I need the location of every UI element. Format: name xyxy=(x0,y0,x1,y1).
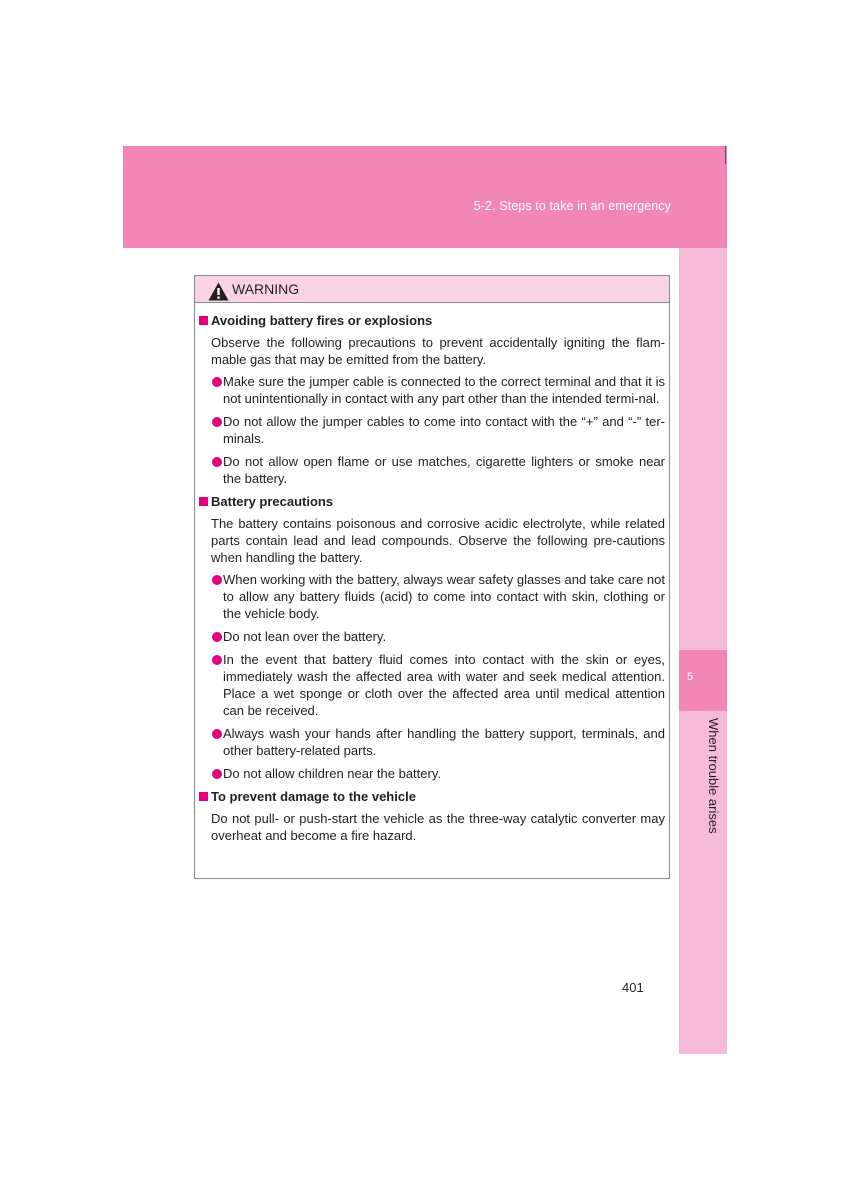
bullet-item xyxy=(223,628,665,645)
section-title: 5-2. Steps to take in an emergency xyxy=(473,199,671,213)
bullet-dot-icon xyxy=(212,377,222,387)
square-bullet-icon xyxy=(199,792,208,801)
bullet-item xyxy=(223,651,665,719)
section-heading xyxy=(199,312,665,329)
section-intro: Do not pull- or push-start the vehicle as the three-way catalytic converter may overheat and become a fire hazard. xyxy=(211,811,665,843)
warning-header xyxy=(195,276,669,303)
warning-title: WARNING xyxy=(232,281,300,297)
warning-box xyxy=(194,275,670,879)
bullet-dot-icon xyxy=(212,575,222,585)
bullet-dot-icon xyxy=(212,655,222,665)
bullet-item xyxy=(223,413,665,447)
bullet-dot-icon xyxy=(212,457,222,467)
bullet-text: Always wash your hands after handling the battery support, terminals, and other battery-related parts. xyxy=(223,726,665,758)
bullet-dot-icon xyxy=(212,769,222,779)
bullet-item xyxy=(223,373,665,407)
square-bullet-icon xyxy=(199,497,208,506)
chapter-tab[interactable] xyxy=(679,650,727,711)
trim-mark xyxy=(725,146,726,164)
bullet-item xyxy=(223,453,665,487)
section-heading-text: To prevent damage to the vehicle xyxy=(211,789,416,804)
bullet-text: Make sure the jumper cable is connected to the correct terminal and that it is not unintentionally in contact with any part other than the intended termi-nal. xyxy=(223,374,665,406)
square-bullet-icon xyxy=(199,316,208,325)
bullet-dot-icon xyxy=(212,632,222,642)
bullet-text: Do not lean over the battery. xyxy=(223,629,387,644)
section-heading-text: Battery precautions xyxy=(211,494,334,509)
warning-triangle-icon xyxy=(208,282,229,301)
bullet-dot-icon xyxy=(212,417,222,427)
header-band xyxy=(123,146,727,248)
bullet-text: In the event that battery fluid comes into contact with the skin or eyes, immediately wash the affected area with water and seek medical attention. Place a wet sponge or cloth over the affected area until medical attention can be received. xyxy=(223,652,665,718)
section-intro: The battery contains poisonous and corrosive acidic electrolyte, while related parts contain lead and lead compounds. Observe the following pre-cautions when handling the battery. xyxy=(211,516,665,565)
bullet-text: Do not allow open flame or use matches, cigarette lighters or smoke near the battery. xyxy=(223,454,665,486)
section-heading xyxy=(199,493,665,510)
bullet-text: Do not allow the jumper cables to come into contact with the “+” and “-” ter-minals. xyxy=(223,414,665,446)
bullet-text: When working with the battery, always wear safety glasses and take care not to allow any battery fluids (acid) to come into contact with skin, clothing or the vehicle body. xyxy=(223,572,665,621)
bullet-text: Do not allow children near the battery. xyxy=(223,766,441,781)
bullet-item xyxy=(223,571,665,622)
section-heading-text: Avoiding battery fires or explosions xyxy=(211,313,433,328)
warning-content xyxy=(195,303,669,844)
section-intro: Observe the following precautions to prevent accidentally igniting the flam-mable gas that may be emitted from the battery. xyxy=(211,335,665,367)
bullet-item xyxy=(223,725,665,759)
chapter-number: 5 xyxy=(687,671,694,683)
section-heading xyxy=(199,788,665,805)
side-tab xyxy=(679,248,727,1054)
page-number: 401 xyxy=(622,980,644,995)
bullet-item xyxy=(223,765,665,782)
chapter-label: When trouble arises xyxy=(706,718,721,834)
bullet-dot-icon xyxy=(212,729,222,739)
